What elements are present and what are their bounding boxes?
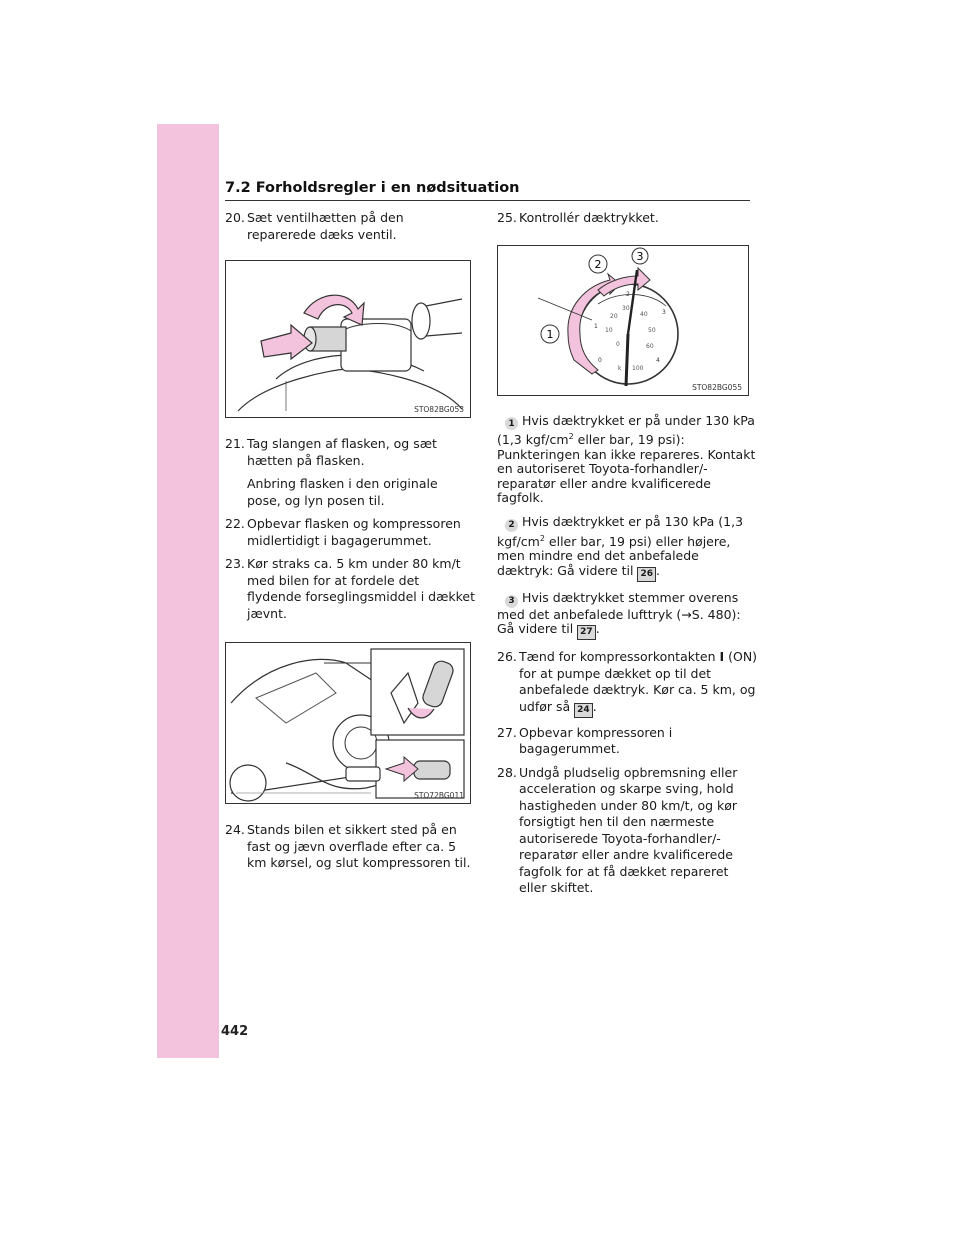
step-21 [225, 436, 475, 469]
left-column [225, 210, 475, 879]
tick-0: 0 [616, 340, 620, 348]
step-text: Opbevar kompressoren i bagagerummet. [519, 724, 673, 757]
figure-code: STO82BG053 [414, 405, 464, 414]
step-21-detail: Anbring flasken i den originale pose, og lyn posen til. [247, 476, 438, 508]
callout-3: 3 [636, 249, 644, 263]
step-number: 20. [225, 210, 245, 225]
step-text: Kontrollér dæktrykket. [519, 210, 659, 225]
superscript: 2 [539, 533, 545, 543]
pressure-gauge-figure [497, 245, 749, 396]
on-switch-symbol: I [719, 649, 725, 665]
note-3 [497, 591, 759, 640]
step-20 [225, 210, 475, 243]
step-27 [497, 725, 759, 758]
marker-1: 1 [505, 417, 518, 430]
outer-2: 2 [626, 290, 630, 298]
tick-unit: k [618, 364, 622, 372]
pressure-gauge-illustration [498, 246, 748, 395]
chapter-tab-sidebar [157, 124, 219, 1058]
callout-2: 2 [594, 257, 602, 271]
step-text [519, 649, 759, 718]
step-number: 26. [497, 649, 517, 665]
car-compressor-figure [225, 642, 471, 804]
valve-cap-illustration [226, 261, 470, 417]
step-text-a: Tænd for kompressorkontakten [519, 649, 720, 665]
step-text: Sæt ventilhætten på den reparerede dæks ventil. [247, 210, 404, 242]
tick-40: 40 [640, 310, 648, 318]
figure-code: STO82BG055 [692, 382, 742, 392]
step-text: Kør straks ca. 5 km under 80 km/t med bilen for at fordele det flydende forseglingsmiddel i dækket jævnt. [247, 556, 475, 621]
step-number: 22. [225, 516, 245, 531]
note-2 [497, 515, 759, 582]
step-number: 23. [225, 556, 245, 571]
step-text: Undgå pludselig opbremsning eller acceleration og skarpe sving, hold hastigheden under 80 km/t, og kør forsigtigt hen til den nærmeste autoriserede Toyota-forhandler/-reparatør eller andre kvalificerede fagfolk for at få dækket repareret eller skiftet. [519, 764, 738, 896]
note-text: Hvis dæktrykket stemmer overens med det anbefalede lufttryk (→S. 480): Gå videre til [497, 589, 741, 637]
note-1 [497, 414, 759, 506]
step-text: Tag slangen af flasken, og sæt hætten på flasken. [247, 436, 437, 468]
step-24 [225, 822, 475, 872]
valve-cap-figure [225, 260, 471, 418]
tick-50: 50 [648, 326, 656, 334]
note-text-cont: eller bar, 19 psi): Punkteringen kan ikke repareres. Kontakt en autoriseret Toyota-forhandler/-reparatør eller andre kvalificerede fagfolk. [497, 432, 756, 506]
right-column [497, 210, 759, 904]
step-text: Stands bilen et sikkert sted på en fast og jævn overflade efter ca. 5 km kørsel, og slut kompressoren til. [247, 822, 471, 870]
step-26 [497, 649, 759, 718]
step-number: 24. [225, 822, 245, 837]
superscript: 2 [568, 432, 574, 442]
note-end: . [595, 621, 600, 637]
callout-1: 1 [546, 327, 554, 341]
outer-0: 0 [598, 356, 602, 364]
note-text-cont: eller bar, 19 psi) eller højere, men mindre end det anbefalede dæktryk: Gå videre til [497, 533, 731, 578]
tick-100: 100 [632, 364, 644, 372]
step-ref-24: 24 [574, 703, 593, 718]
step-28 [497, 765, 759, 897]
step-25 [497, 210, 759, 227]
note-text: Hvis dæktrykket er på 130 kPa (1,3 kgf/cm [497, 513, 744, 549]
tick-20: 20 [610, 312, 618, 320]
note-text: Hvis dæktrykket er på under 130 kPa (1,3 kgf/cm [497, 412, 755, 448]
marker-2: 2 [505, 519, 518, 532]
tick-30: 30 [622, 304, 630, 312]
step-end: . [592, 698, 597, 714]
step-number: 27. [497, 724, 517, 740]
marker-3: 3 [505, 595, 518, 608]
outer-4: 4 [656, 356, 660, 364]
tick-60: 60 [646, 342, 654, 350]
section-header: 7.2 Forholdsregler i en nødsituation [225, 180, 750, 201]
step-22 [225, 516, 475, 549]
note-end: . [656, 562, 660, 578]
step-ref-26: 26 [637, 567, 656, 582]
step-number: 25. [497, 210, 517, 225]
outer-1: 1 [594, 322, 598, 330]
step-number: 21. [225, 436, 245, 451]
step-text: Opbevar flasken og kompressoren midlertidigt i bagagerummet. [247, 516, 461, 548]
step-number: 28. [497, 764, 517, 780]
page-number: 442 [221, 1024, 249, 1039]
figure-code: STO72BG011 [414, 791, 464, 800]
tick-10: 10 [605, 326, 613, 334]
step-23 [225, 556, 475, 622]
step-text-b: (ON) for at pumpe dækket op til det anbefalede dæktryk. Kør ca. 5 km, og udfør så [519, 649, 758, 714]
step-ref-27: 27 [577, 625, 596, 640]
outer-3: 3 [662, 308, 666, 316]
car-compressor-illustration [226, 643, 470, 803]
